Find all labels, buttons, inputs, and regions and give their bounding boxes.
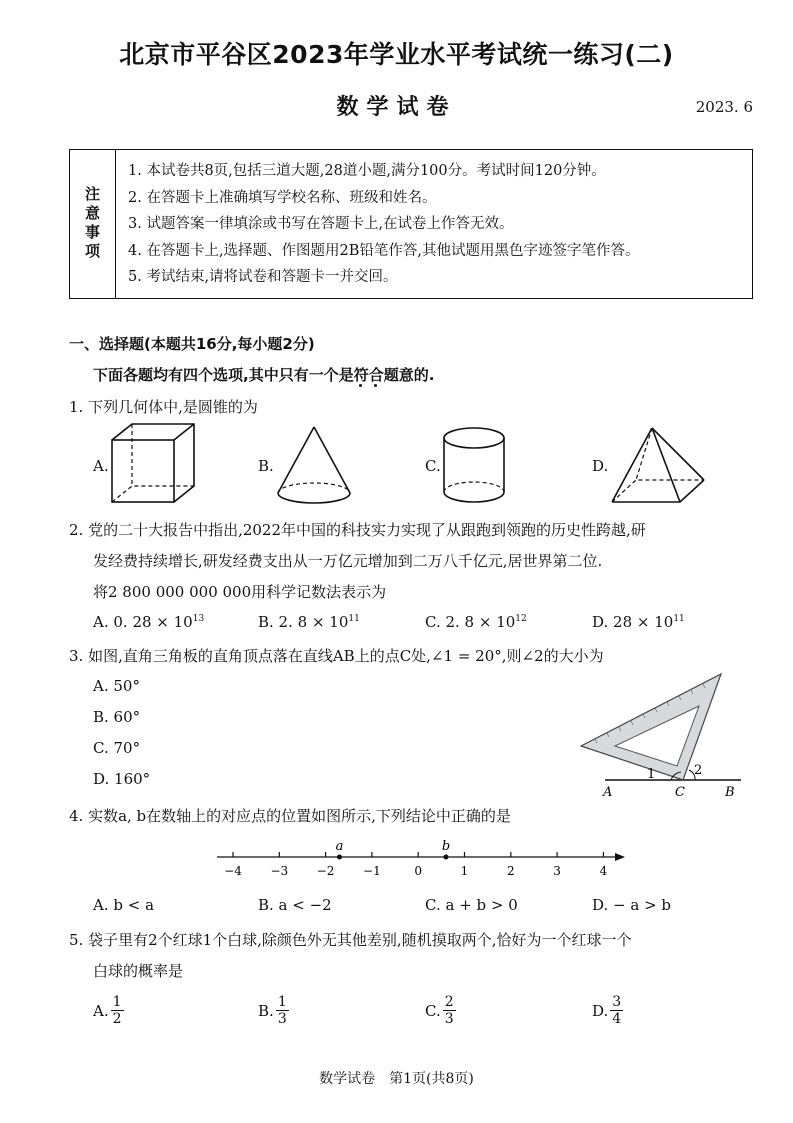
number-line-tick-label: −2 xyxy=(316,864,335,878)
number-line xyxy=(215,836,630,882)
notice-items xyxy=(128,158,748,291)
point-a-dot xyxy=(337,855,342,860)
q3-option-c: C. 70° xyxy=(93,739,141,757)
notice-label: 注意事项 xyxy=(83,186,101,262)
angle-1-label: 1 xyxy=(647,767,656,782)
q4-option-a: A. b < a xyxy=(93,896,155,914)
point-b-label: B xyxy=(725,785,735,800)
q2-option-c: C. 2. $8 \times 10^{12}$ xyxy=(425,613,527,631)
point-a-label: A xyxy=(603,785,613,800)
exam-title: 北京市平谷区2023年学业水平考试统一练习(二) xyxy=(119,40,674,69)
notice-label-cell xyxy=(70,150,116,298)
number-line-arrow xyxy=(615,853,625,861)
cube-icon xyxy=(108,420,198,506)
point-b-label: b xyxy=(441,839,451,854)
q5-line2: 白球的概率是 xyxy=(93,962,184,980)
q1-option-d: D. xyxy=(592,457,609,475)
exam-date: 2023. 6 xyxy=(695,98,753,116)
number-line-tick-label: 4 xyxy=(599,864,608,878)
q4-stem: 4. 实数a, b在数轴上的对应点的位置如图所示,下列结论中正确的是 xyxy=(69,807,511,825)
notice-item: 3. 试题答案一律填涂或书写在答题卡上,在试卷上作答无效。 xyxy=(128,216,514,232)
q2-option-d: D. $28 \times 10^{11}$ xyxy=(592,613,685,631)
q4-option-b: B. a < −2 xyxy=(258,896,332,914)
q1-option-c: C. xyxy=(425,457,441,475)
section-heading: 一、选择题(本题共16分,每小题2分) xyxy=(69,335,315,353)
q1-stem: 1. 下列几何体中,是圆锥的为 xyxy=(69,398,258,416)
notice-item: 5. 考试结束,请将试卷和答题卡一并交回。 xyxy=(128,269,398,285)
point-c-label: C xyxy=(675,785,685,800)
number-line-tick-label: −3 xyxy=(270,864,289,878)
emphasis-dot xyxy=(374,384,377,387)
q4-option-c: C. a + b > 0 xyxy=(425,896,518,914)
section-instruction: 下面各题均有四个选项,其中只有一个是符合题意的. xyxy=(93,366,435,384)
notice-box xyxy=(69,149,753,299)
q5-option-c: C. 2 3 xyxy=(425,994,456,1027)
page-footer: 数学试卷 第1页(共8页) xyxy=(319,1071,474,1087)
notice-item: 2. 在答题卡上准确填写学校名称、班级和姓名。 xyxy=(128,189,437,206)
point-a-label: a xyxy=(335,839,344,854)
q3-stem: 3. 如图,直角三角板的直角顶点落在直线AB上的点C处,∠1 = 20°,则∠2的大小为 xyxy=(69,647,604,665)
notice-item: 1. 本试卷共8页,包括三道大题,28道小题,满分100分。考试时间120分钟。 xyxy=(128,163,606,179)
number-line-tick-label: 1 xyxy=(460,864,469,878)
q2-line3: 将2 800 000 000 000用科学记数法表示为 xyxy=(93,583,387,601)
number-line-tick-label: 2 xyxy=(506,864,515,878)
cone-icon xyxy=(274,423,356,507)
pyramid-icon xyxy=(608,424,708,508)
angle-2-label: 2 xyxy=(694,763,703,778)
number-line-tick-label: 3 xyxy=(553,864,561,878)
number-line-tick-label: −4 xyxy=(224,864,242,878)
q5-line1: 5. 袋子里有2个红球1个白球,除颜色外无其他差别,随机摸取两个,恰好为一个红球一个 xyxy=(69,931,632,949)
q2-line1: 2. 党的二十大报告中指出,2022年中国的科技实力实现了从跟跑到领跑的历史性跨越,研 xyxy=(69,521,646,539)
q4-option-d: D. − a > b xyxy=(592,896,672,914)
q3-option-b: B. 60° xyxy=(93,708,141,726)
q5-option-b: B. 1 3 xyxy=(258,994,289,1027)
notice-item: 4. 在答题卡上,选择题、作图题用2B铅笔作答,其他试题用黑色字迹签字笔作答。 xyxy=(128,242,640,259)
number-line-tick-label: 0 xyxy=(414,864,423,878)
q2-option-b: B. 2. $8 \times 10^{11}$ xyxy=(258,613,360,631)
point-b-dot xyxy=(443,855,448,860)
exam-subtitle: 数学试卷 xyxy=(336,95,457,120)
q1-option-a: A. xyxy=(93,457,109,475)
triangle-ruler-figure xyxy=(575,668,753,800)
q5-option-a: A. 1 2 xyxy=(93,994,124,1027)
number-line-tick-label: −1 xyxy=(363,864,381,878)
q3-option-a: A. 50° xyxy=(93,677,140,695)
emphasis-dot xyxy=(359,384,362,387)
q3-option-d: D. 160° xyxy=(93,770,151,788)
q1-option-b: B. xyxy=(258,457,274,475)
q2-option-a: A. 0. $28 \times 10^{13}$ xyxy=(93,613,205,631)
q5-option-d: D. 3 4 xyxy=(592,994,623,1027)
q2-line2: 发经费持续增长,研发经费支出从一万亿元增加到二万八千亿元,居世界第二位. xyxy=(93,552,603,570)
cylinder-icon xyxy=(440,424,508,510)
